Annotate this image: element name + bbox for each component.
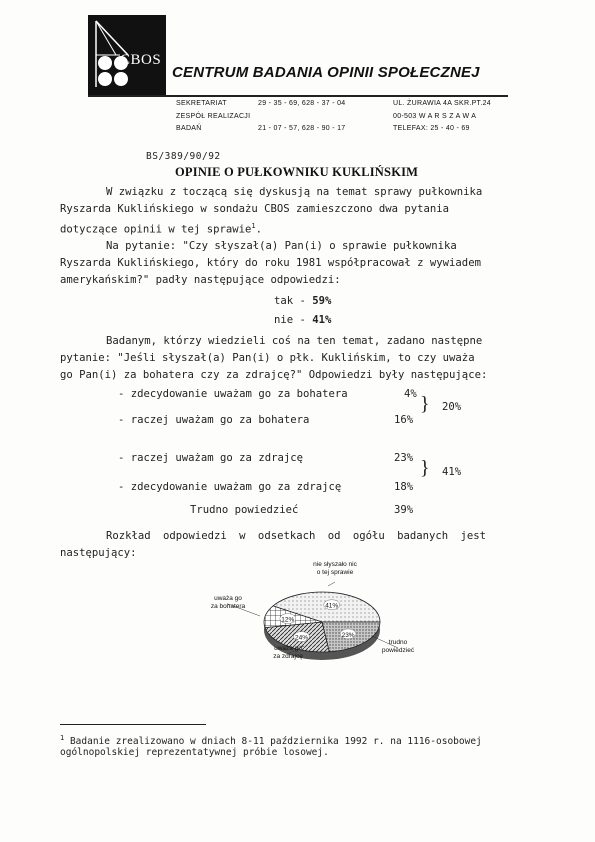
answer-value: 18% (394, 481, 414, 493)
brace-icon: } (420, 457, 430, 479)
pie-chart (200, 560, 430, 680)
footnote-number: 1 (60, 734, 65, 742)
group-total: 41% (442, 466, 462, 478)
answer-value: 4% (404, 388, 417, 400)
group-total: 20% (442, 401, 462, 413)
slice-category-label: uważa go (274, 645, 302, 652)
slice-category-label: za zdrajcę (273, 653, 303, 660)
brace-icon: } (420, 393, 430, 415)
slice-value-label: 23% (341, 631, 355, 639)
slice-value-label: 41% (325, 602, 339, 610)
paragraph-1-text: dotyczące opinii w tej sprawie (60, 223, 252, 236)
paragraph-1-line: dotyczące opinii w tej sprawie$^1$. (60, 222, 262, 236)
answer-label: tak (274, 295, 294, 307)
answer-row: - raczej uważam go za zdrajcę (118, 452, 303, 464)
document-title: OPINIE O PUŁKOWNIKU KUKLIŃSKIM (175, 165, 419, 179)
contact-numbers (258, 98, 345, 136)
leader-line (328, 582, 335, 586)
paragraph-1-line: W związku z toczącą się dyskusją na temat sprawy pułkownika (106, 186, 483, 198)
organization-name: CENTRUM BADANIA OPINII SPOŁECZNEJ (172, 64, 480, 81)
answer-value: 23% (394, 452, 414, 464)
answer-value: 41% (312, 314, 332, 326)
answer-value: 16% (394, 414, 414, 426)
header-rule (88, 95, 508, 97)
paragraph-2-line: Na pytanie: "Czy słyszał(a) Pan(i) o sprawie pułkownika (106, 240, 457, 252)
footnote-text: Badanie zrealizowano w dniach 8-11 października 1992 r. na 1116-osobowej (69, 736, 482, 748)
paragraph-2-line: Ryszarda Kuklińskiego, który do roku 1981 współpracował z wywiadem (60, 257, 481, 269)
address-line: TELEFAX: 25 - 40 - 69 (393, 125, 470, 132)
slice-category-label: uważa go (214, 595, 242, 602)
contact-label: SEKRETARIAT (176, 100, 227, 107)
footnote-marker: 1 (251, 222, 256, 230)
footnote-line: ogólnopolskiej reprezentatywnej próbie losowej. (60, 747, 329, 758)
slice-category-label: za bohatera (210, 603, 246, 610)
answer-label: nie (274, 314, 294, 326)
footnote-rule (60, 724, 206, 725)
address-line: UL. ŻURAWIA 4A SKR.PT.24 (393, 100, 491, 107)
address-line: 00-503 W A R S Z A W A (393, 112, 477, 120)
answer-row: - raczej uważam go za bohatera (118, 414, 310, 426)
answer-yes: tak - 59% (274, 295, 332, 307)
paragraph-3-line: Badanym, którzy wiedzieli coś na ten temat, zadano następne (106, 335, 483, 347)
paragraph-3-line: pytanie: "Jeśli słyszał(a) Pan(i) o płk. Kuklińskim, to czy uważa (60, 352, 475, 364)
slice-category-label: powiedzieć (381, 647, 415, 654)
answer-value: 59% (312, 295, 332, 307)
hard-to-say-label: Trudno powiedzieć (190, 504, 299, 516)
hard-to-say-value: 39% (394, 504, 414, 516)
slice-category-label: nie słyszało nic (313, 561, 357, 568)
slice-category-label: o tej sprawie (316, 569, 354, 576)
paragraph-3-line: go Pan(i) za bohatera czy za zdrajcę?" Odpowiedzi były następujące: (60, 369, 488, 381)
answer-row: - zdecydowanie uważam go za zdrajcę (118, 481, 342, 493)
slice-category-label: trudno (388, 639, 408, 646)
document-reference: BS/389/90/92 (146, 151, 221, 162)
slice-value-label: 24% (294, 634, 309, 642)
contact-number: 29 - 35 - 69, 628 - 37 - 04 (258, 100, 346, 107)
contact-labels (176, 98, 250, 136)
logo-text: CBOS (120, 52, 162, 68)
paragraph-4-line: Rozkład odpowiedzi w odsetkach od ogółu badanych jest (106, 530, 487, 542)
paragraph-4-line: następujący: (60, 547, 137, 559)
answer-no: nie - 41% (274, 314, 332, 326)
slice-value-label: 12% (281, 616, 295, 624)
contact-label: ZESPÓŁ REALIZACJI (176, 112, 251, 120)
contact-number: 21 - 07 - 57, 628 - 90 - 17 (258, 125, 346, 132)
contact-label: BADAŃ (176, 125, 202, 132)
paragraph-2-line: amerykańskim?" padły następujące odpowiedzi: (60, 274, 341, 286)
address-block (393, 98, 491, 136)
contact-number (258, 111, 345, 124)
answer-row: - zdecydowanie uważam go za bohatera (118, 388, 348, 400)
paragraph-1-line: Ryszarda Kuklińskiego w sondażu CBOS zamieszczono dwa pytania (60, 203, 450, 215)
